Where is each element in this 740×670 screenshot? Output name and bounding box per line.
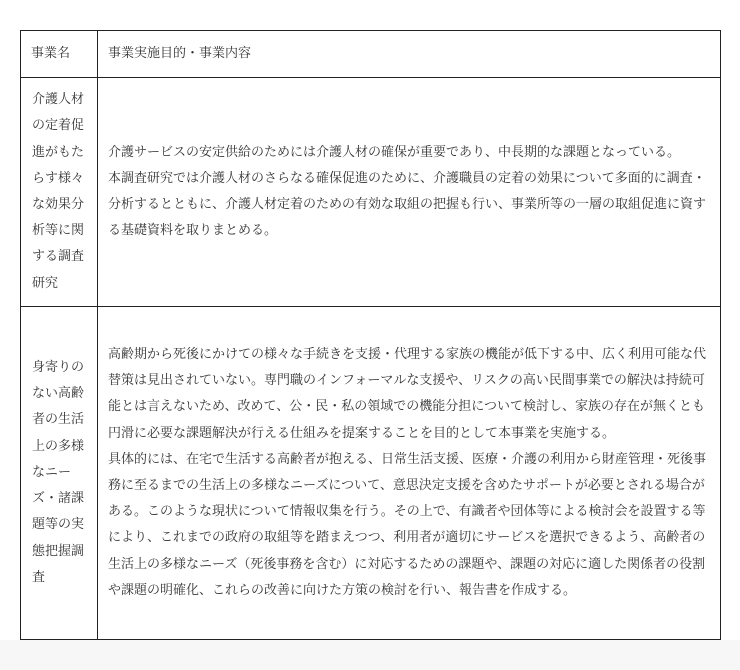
description-paragraph: 介護サービスの安定供給のためには介護人材の確保が重要であり、中長期的な課題となっている。 bbox=[108, 144, 681, 160]
description-paragraph: 高齢期から死後にかけての様々な手続きを支援・代理する家族の機能が低下する中、広く利用可能な代替策は見出されていない。専門職のインフォーマルな支援や、リスクの高い民間事業での解決は持続可能とは言えないため、改めて、公・民・私の領域での機能分担について検討し、家族の存在が無くとも円滑に必要な課題解決が行える仕組みを提案することを目的として本事業を実施する。 bbox=[108, 346, 707, 441]
description-paragraph: 具体的には、在宅で生活する高齢者が抱える、日常生活支援、医療・介護の利用から財産管理・死後事務に至るまでの生活上の多様なニーズについて、意思決定支援を含めたサポートが必要とされる場合がある。このような現状について情報収集を行う。その上で、有識者や団体等による検討会を設置する等により、これまでの政府の取組等を踏まえつつ、利用者が適切にサービスを選択できるよう、高齢者の生活上の多様なニーズ（死後事務を含む）に対応するための課題や、課題の対応に適した関係者の役割や課題の明確化、これらの改善に向けた方策の検討を行い、報告書を作成する。 bbox=[108, 451, 707, 598]
table-row bbox=[21, 307, 721, 640]
project-name-cell: 介護人材の定着促進がもたらす様々な効果分析等に関する調査研究 bbox=[21, 78, 98, 307]
project-description-cell bbox=[98, 307, 721, 640]
table-header-row bbox=[21, 31, 721, 78]
header-project-name: 事業名 bbox=[21, 31, 98, 78]
description-paragraph: 本調査研究では介護人材のさらなる確保促進のために、介護職員の定着の効果について多面的に調査・分析するとともに、介護人材定着のための有効な取組の把握も行い、事業所等の一層の取組促進に資する基礎資料を取りまとめる。 bbox=[108, 170, 707, 239]
header-project-description: 事業実施目的・事業内容 bbox=[98, 31, 721, 78]
table-row bbox=[21, 78, 721, 307]
project-name-cell: 身寄りのない高齢者の生活上の多様なニーズ・諸課題等の実態把握調査 bbox=[21, 307, 98, 640]
project-table bbox=[20, 30, 721, 640]
project-description-cell bbox=[98, 78, 721, 307]
